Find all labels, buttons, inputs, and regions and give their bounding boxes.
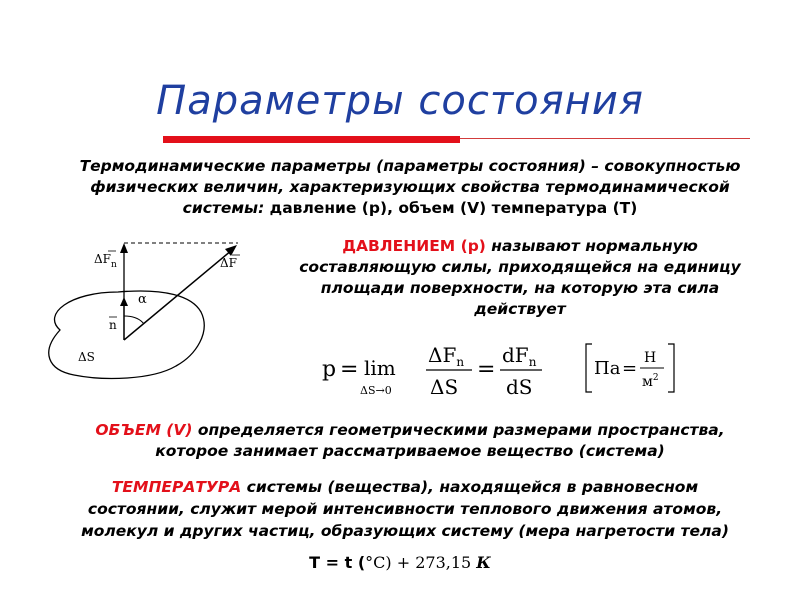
formula-equals-1: =: [340, 357, 359, 382]
formula-equals-2: =: [477, 357, 496, 382]
intro-parameters-list: давление (р), объем (V) температура (Т): [269, 199, 638, 217]
label-delta-fn: $\Delta F_n$: [94, 252, 117, 270]
temp-formula-start: Т = t (: [309, 553, 366, 572]
unit-meter: $м^2$: [642, 373, 659, 390]
page-title: Параметры состояния: [156, 78, 644, 124]
formula-numerator-1: $\Delta F_n$: [428, 343, 465, 369]
temperature-line: состоянии, служит мерой интенсивности теплового движения атомов,: [87, 500, 723, 518]
volume-term: ОБЪЕМ (V): [95, 421, 193, 439]
pressure-line: действует: [474, 300, 566, 318]
intro-line-start: системы:: [182, 199, 270, 217]
pressure-line: площади поверхности, на которую эта сила: [320, 279, 720, 297]
temp-formula-kelvin: К: [476, 553, 491, 572]
formula-lim-subscript: ΔS→0: [360, 384, 392, 397]
formula-p: p: [322, 357, 337, 382]
temperature-line: [20, 476, 790, 498]
pressure-formula: [320, 338, 570, 404]
label-normal-n: n: [109, 318, 117, 332]
volume-line: [30, 420, 790, 441]
left-bracket: [586, 344, 592, 392]
volume-line-rest: определяется геометрическими размерами пространства,: [192, 421, 725, 439]
formula-denominator-1: ΔS: [430, 375, 459, 399]
formula-numerator-2: $dF_n$: [502, 343, 537, 369]
temperature-definition: [20, 476, 790, 542]
label-delta-f: ΔF: [220, 256, 237, 270]
label-delta-s: ΔS: [78, 350, 95, 364]
pressure-units: [584, 340, 684, 396]
intro-line: Термодинамические параметры (параметры состояния) – совокупностью: [79, 157, 741, 175]
temperature-line: молекул и других частиц, образующих систему (мера нагретости тела): [81, 522, 729, 540]
unit-pascal: Па: [594, 358, 621, 379]
temperature-formula: [0, 553, 800, 572]
pressure-line: составляющую силы, приходящейся на единицу: [299, 258, 741, 276]
angle-arc: [124, 316, 144, 324]
intro-line: физических величин, характеризующих свойства термодинамической: [90, 178, 730, 196]
temp-formula-offset: ) + 273,15: [385, 553, 477, 572]
unit-equals: =: [622, 358, 638, 379]
pressure-line-rest: называют нормальную: [485, 237, 698, 255]
vector-fn-arrowhead: [120, 243, 128, 253]
pressure-definition: [265, 236, 775, 320]
pressure-line: [265, 236, 775, 257]
right-bracket: [668, 344, 674, 392]
pressure-term: ДАВЛЕНИЕМ (р): [342, 237, 486, 255]
temp-formula-degree: °С: [365, 553, 386, 572]
formula-denominator-2: dS: [506, 375, 533, 399]
temperature-term: ТЕМПЕРАТУРА: [111, 478, 242, 496]
temperature-line-rest: системы (вещества), находящейся в равновесном: [241, 478, 699, 496]
label-alpha: α: [138, 292, 147, 307]
volume-definition: [30, 420, 790, 462]
unit-newton: Н: [644, 350, 657, 366]
vector-n-arrowhead: [120, 297, 128, 306]
volume-line: которое занимает рассматриваемое вещество (система): [155, 442, 665, 460]
formula-lim: lim: [364, 356, 396, 380]
